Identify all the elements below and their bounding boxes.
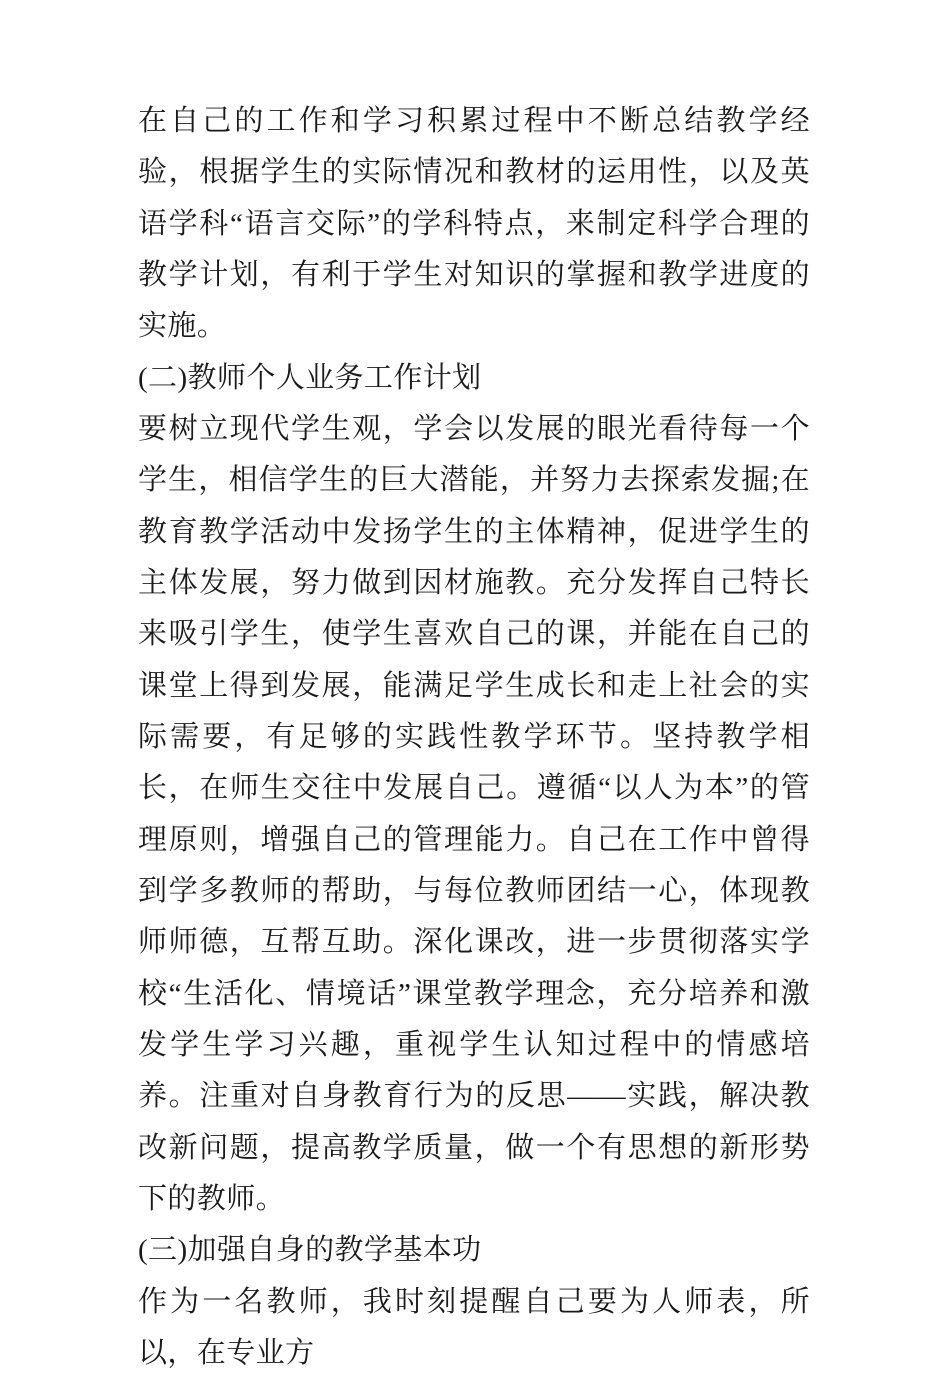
heading-section-three: (三)加强自身的教学基本功 <box>138 1234 482 1267</box>
paragraph-basic-skills: 作为一名教师，我时刻提醒自己要为人师表，所以，在专业方 <box>138 1285 810 1369</box>
document-body <box>138 96 810 1379</box>
paragraph-business-plan: 要树立现代学生观，学会以发展的眼光看待每一个学生，相信学生的巨大潜能，并努力去探索发掘;在教育教学活动中发扬学生的主体精神，促进学生的主体发展，努力做到因材施教。充分发挥自己特长来吸引学生，使学生喜欢自己的课，并能在自己的课堂上得到发展，能满足学生成长和走上社会的实际需要，有足够的实践性教学环节。坚持教学相长，在师生交往中发展自己。遵循“以人为本”的管理原则，增强自己的管理能力。自己在工作中曾得到学多教师的帮助，与每位教师团结一心，体现教师师德，互帮互助。深化课改，进一步贯彻落实学校“生活化、情境话”课堂教学理念，充分培养和激发学生学习兴趣，重视学生认知过程中的情感培养。注重对自身教育行为的反思——实践，解决教改新问题，提高教学质量，做一个有思想的新形势下的教师。 <box>138 412 810 1215</box>
heading-section-two: (二)教师个人业务工作计划 <box>138 361 482 394</box>
paragraph-teaching-plan: 在自己的工作和学习积累过程中不断总结教学经验，根据学生的实际情况和教材的运用性，以及英语学科“语言交际”的学科特点，来制定科学合理的教学计划，有利于学生对知识的掌握和教学进度的实施。 <box>138 105 810 343</box>
